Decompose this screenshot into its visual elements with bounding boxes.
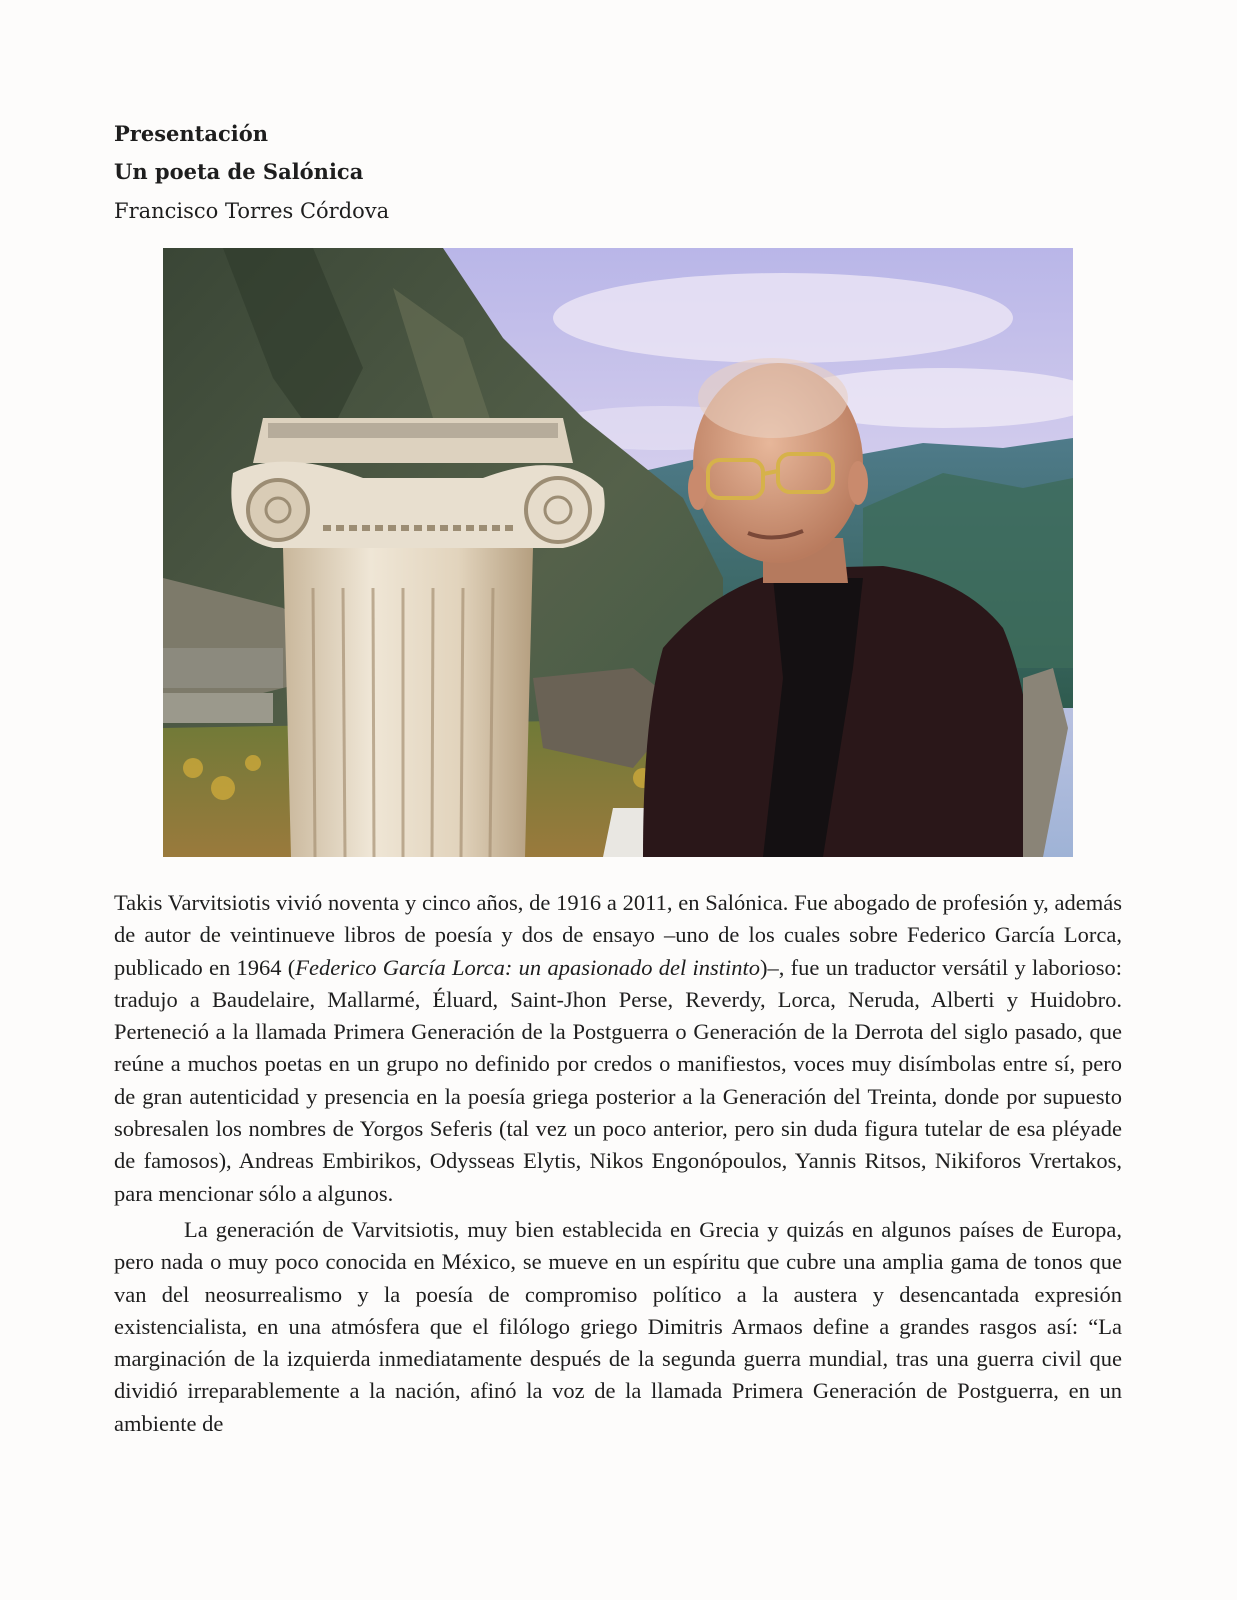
poet-photograph bbox=[163, 248, 1073, 857]
photograph-poet-with-ionic-column-icon bbox=[163, 248, 1073, 857]
paragraph-2: La generación de Varvitsiotis, muy bien establecida en Grecia y quizás en algunos países de Europa, pero nada o muy poco conocida en México, se mueve en un espíritu que cubre una amplia gama de tonos que van del neosurrealismo y la poesía de compromiso político a la austera y desencantada expresión existencialista, en una atmósfera que el filólogo griego Dimitris Armaos define a grandes rasgos así: “La marginación de la izquierda inmediatamente después de la segunda guerra mundial, tras una guerra civil que dividió irreparablemente a la nación, afinó la voz de la llamada Primera Generación de Postguerra, en un ambiente de bbox=[114, 1216, 1122, 1436]
author-name: Francisco Torres Córdova bbox=[114, 199, 390, 223]
paragraph-1 bbox=[114, 887, 1122, 1210]
book-title-italic: Federico García Lorca: un apasionado del instinto bbox=[295, 954, 761, 980]
paragraph-1-end: )–, fue un traductor versátil y laborioso: tradujo a Baudelaire, Mallarmé, Éluard, Saint-Jhon Perse, Reverdy, Lorca, Neruda, Alberti y Huidobro. Perteneció a la llamada Primera Generación de la Postguerra o Generación de la Derrota del siglo pasado, que reúne a muchos poetas en un grupo no definido por credos o manifiestos, voces muy disímbolas entre sí, pero de gran autenticidad y presencia en la poesía griega posterior a la Generación del Treinta, donde por supuesto sobresalen los nombres de Yorgos Seferis (tal vez un poco anterior, pero sin duda figura tutelar de esa pléyade de famosos), Andreas Embirikos, Odysseas Elytis, Nikos Engonópoulos, Yannis Ritsos, Nikiforos Vrertakos, para mencionar sólo a algunos. bbox=[114, 954, 1122, 1206]
section-heading: Presentación bbox=[114, 121, 269, 146]
article-title: Un poeta de Salónica bbox=[114, 159, 364, 184]
article-body bbox=[114, 887, 1122, 1440]
paragraph-1-start: Takis Varvitsiotis vivió noventa y cinco años, de 1916 a 2011, en Salónica. Fue abogado de profesión y, además de autor de veintinueve libros de poesía y dos de ensayo –uno de los cuales sobre Federico García Lorca, publicado en 1964 ( bbox=[114, 890, 1122, 980]
